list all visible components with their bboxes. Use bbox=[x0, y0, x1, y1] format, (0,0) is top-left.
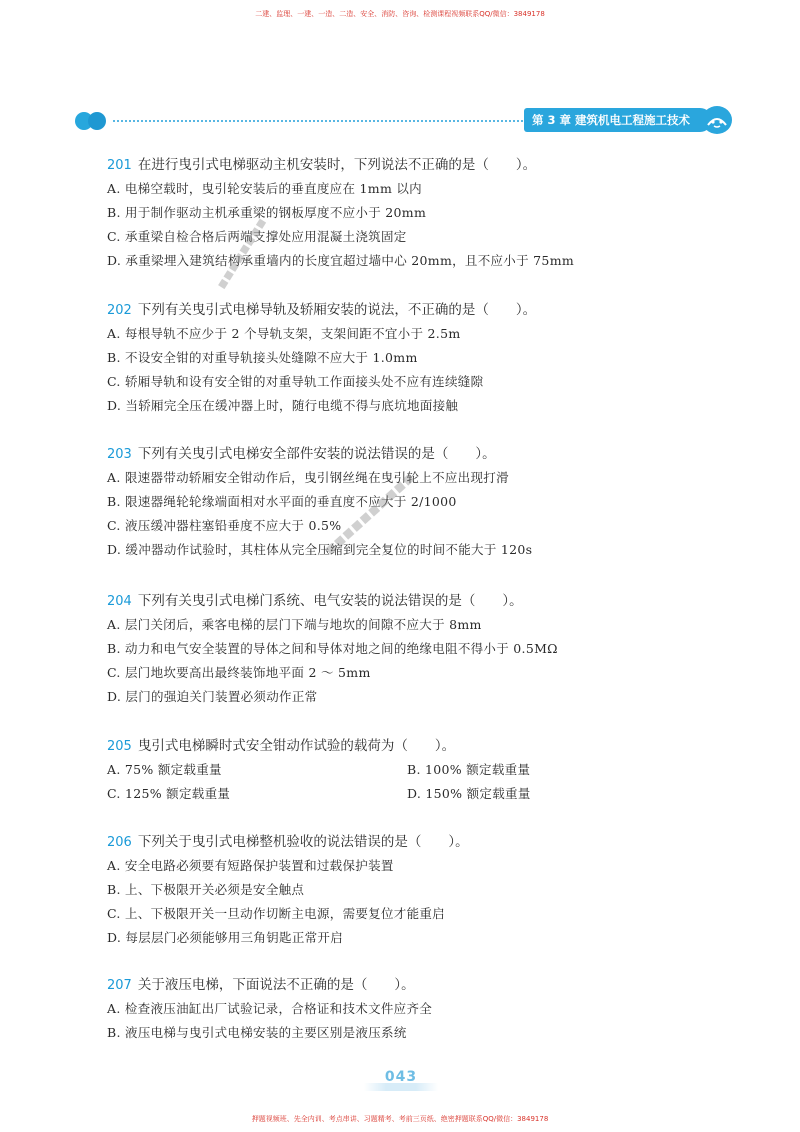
question-number: 205 bbox=[107, 739, 132, 754]
option-d: D. 150% 额定载重量 bbox=[407, 786, 531, 801]
option-a: A. 每根导轨不应少于 2 个导轨支架，支架间距不宜小于 2.5m bbox=[107, 326, 461, 341]
question-number: 201 bbox=[107, 158, 132, 173]
option-b: B. 限速器绳轮轮缘端面相对水平面的垂直度不应大于 2/1000 bbox=[107, 494, 457, 509]
option-a: A. 电梯空载时，曳引轮安装后的垂直度应在 1mm 以内 bbox=[107, 181, 422, 196]
option-c: C. 液压缓冲器柱塞铅垂度不应大于 0.5% bbox=[107, 518, 342, 533]
header-divider bbox=[113, 120, 523, 122]
question-header bbox=[107, 973, 667, 997]
question-header bbox=[107, 153, 667, 177]
question-header bbox=[107, 442, 667, 466]
options-grid bbox=[107, 758, 577, 806]
option-b: B. 上、下极限开关必须是安全触点 bbox=[107, 882, 305, 897]
option-a: A. 层门关闭后，乘客电梯的层门下端与地坎的间隙不应大于 8mm bbox=[107, 617, 482, 632]
question-201 bbox=[107, 153, 667, 273]
option-c: C. 层门地坎要高出最终装饰地平面 2 ～ 5mm bbox=[107, 665, 371, 680]
question-207 bbox=[107, 973, 667, 1045]
dot-icon bbox=[88, 112, 106, 130]
option-b: B. 100% 额定载重量 bbox=[407, 762, 531, 777]
question-stem: 下列有关曳引式电梯安全部件安装的说法错误的是（ ）。 bbox=[137, 446, 496, 462]
option-a: A. 75% 额定载重量 bbox=[107, 762, 222, 777]
top-promo-banner: 二建、监理、一建、一造、二造、安全、消防、咨询、检测课程视频联系QQ/微信：3849178 bbox=[255, 10, 545, 18]
question-stem: 在进行曳引式电梯驱动主机安装时，下列说法不正确的是（ ）。 bbox=[137, 157, 537, 173]
question-number: 204 bbox=[107, 594, 132, 609]
option-b: B. 不设安全钳的对重导轨接头处缝隙不应大于 1.0mm bbox=[107, 350, 418, 365]
option-b: B. 动力和电气安全装置的导体之间和导体对地之间的绝缘电阻不得小于 0.5MΩ bbox=[107, 641, 558, 656]
page-number: 043 bbox=[364, 1069, 438, 1091]
option-c: C. 承重梁自检合格后两端支撑处应用混凝土浇筑固定 bbox=[107, 229, 407, 244]
bottom-promo-banner: 押题视频班、先全内训、考点串讲、习题精考、考前三页纸、绝密押题联系QQ/微信：3849178 bbox=[251, 1115, 549, 1123]
watermark-mark: ▪▪▪▪▪▪▪▪ bbox=[212, 214, 271, 293]
option-d: D. 承重梁埋入建筑结构承重墙内的长度宜超过墙中心 20mm，且不应小于 75mm bbox=[107, 253, 574, 268]
option-a: A. 检查液压油缸出厂试验记录，合格证和技术文件应齐全 bbox=[107, 1001, 433, 1016]
option-d: D. 缓冲器动作试验时，其柱体从完全压缩到完全复位的时间不能大于 120s bbox=[107, 542, 533, 557]
question-header bbox=[107, 734, 667, 758]
chapter-title: 第 3 章 建筑机电工程施工技术 bbox=[524, 108, 712, 132]
option-a: A. 安全电路必须要有短路保护装置和过载保护装置 bbox=[107, 858, 394, 873]
option-c: C. 125% 额定载重量 bbox=[107, 786, 231, 801]
question-stem: 下列有关曳引式电梯导轨及轿厢安装的说法，不正确的是（ ）。 bbox=[137, 302, 537, 318]
option-d: D. 当轿厢完全压在缓冲器上时，随行电缆不得与底坑地面接触 bbox=[107, 398, 459, 413]
option-d: D. 层门的强迫关门装置必须动作正常 bbox=[107, 689, 318, 704]
question-number: 207 bbox=[107, 978, 132, 993]
question-204 bbox=[107, 589, 667, 709]
option-b: B. 用于制作驱动主机承重梁的钢板厚度不应小于 20mm bbox=[107, 205, 427, 220]
question-header bbox=[107, 589, 667, 613]
question-202 bbox=[107, 298, 667, 418]
question-stem: 曳引式电梯瞬时式安全钳动作试验的载荷为（ ）。 bbox=[137, 738, 456, 754]
chapter-mascot-icon bbox=[702, 106, 732, 134]
option-c: C. 轿厢导轨和设有安全钳的对重导轨工作面接头处不应有连续缝隙 bbox=[107, 374, 484, 389]
question-206 bbox=[107, 830, 667, 950]
question-header bbox=[107, 298, 667, 322]
option-d: D. 每层层门必须能够用三角钥匙正常开启 bbox=[107, 930, 344, 945]
question-number: 202 bbox=[107, 303, 132, 318]
question-stem: 下列有关曳引式电梯门系统、电气安装的说法错误的是（ ）。 bbox=[137, 593, 523, 609]
watermark-mark: ▪▪▪▪▪▪▪▪▪▪ bbox=[320, 467, 420, 560]
question-header bbox=[107, 830, 667, 854]
option-b: B. 液压电梯与曳引式电梯安装的主要区别是液压系统 bbox=[107, 1025, 407, 1040]
question-number: 203 bbox=[107, 447, 132, 462]
question-number: 206 bbox=[107, 835, 132, 850]
question-stem: 关于液压电梯，下面说法不正确的是（ ）。 bbox=[137, 977, 415, 993]
question-stem: 下列关于曳引式电梯整机验收的说法错误的是（ ）。 bbox=[137, 834, 469, 850]
question-205 bbox=[107, 734, 667, 806]
option-c: C. 上、下极限开关一旦动作切断主电源，需要复位才能重启 bbox=[107, 906, 445, 921]
option-a: A. 限速器带动轿厢安全钳动作后，曳引钢丝绳在曳引轮上不应出现打滑 bbox=[107, 470, 509, 485]
